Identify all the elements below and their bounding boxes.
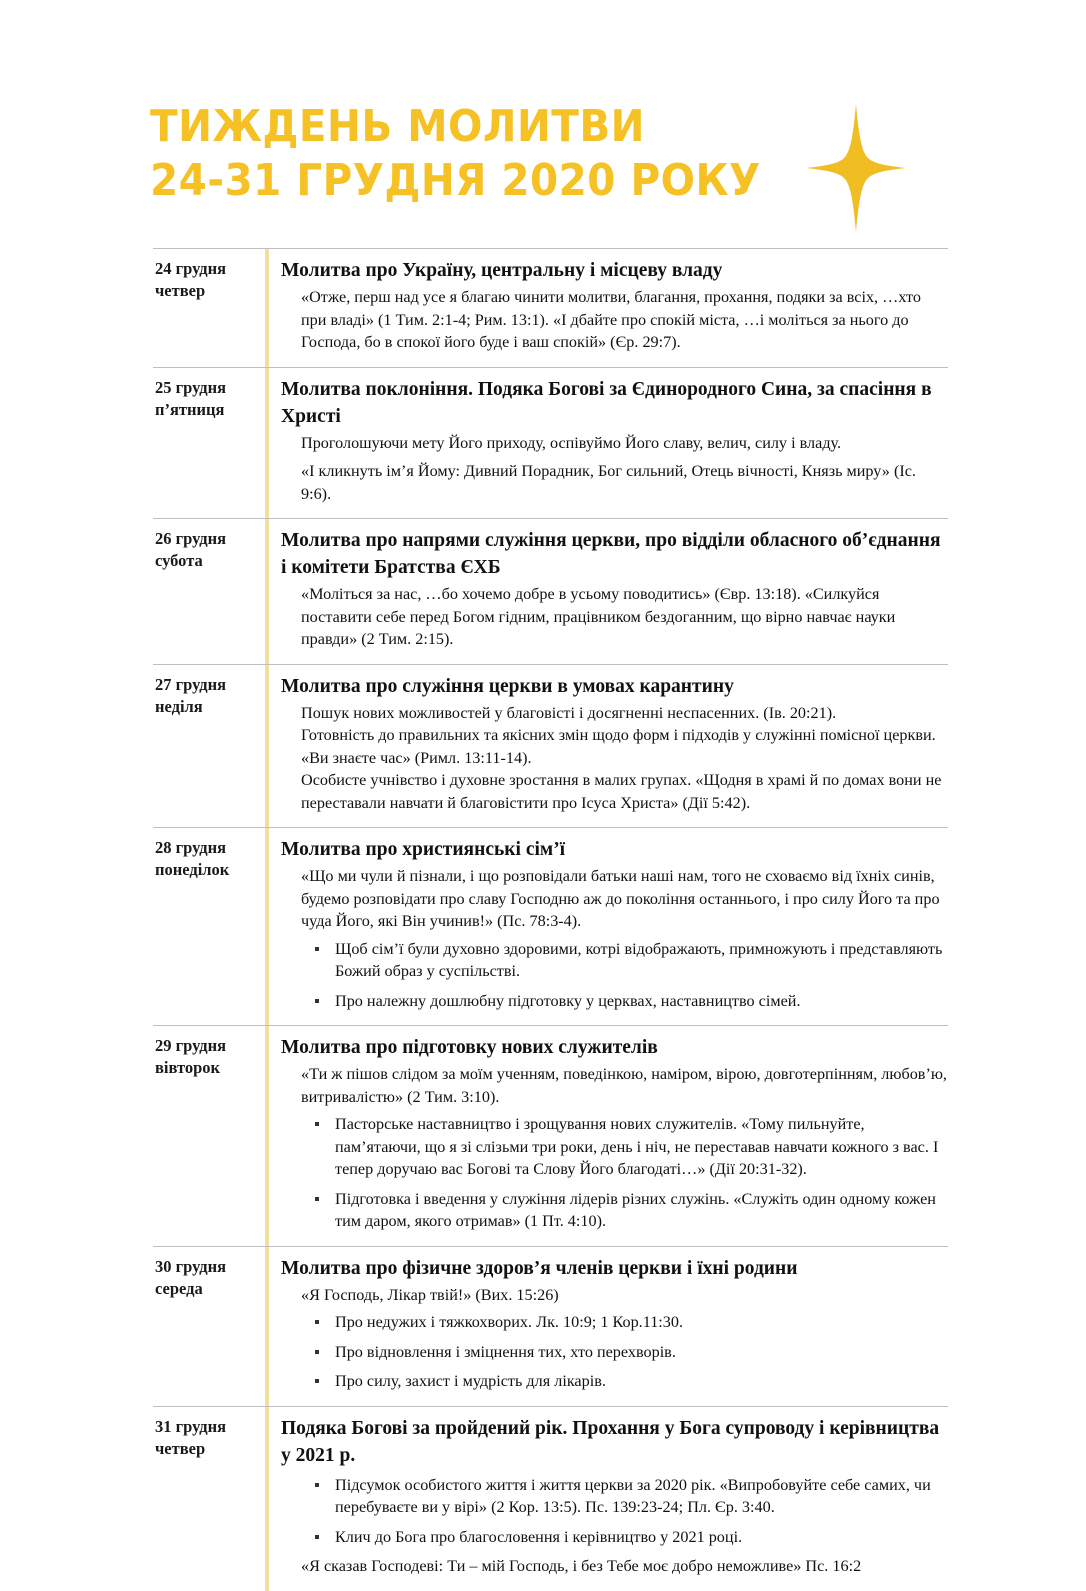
row-date-day: 30 грудня	[155, 1256, 227, 1276]
row-date-weekday: вівторок	[155, 1058, 221, 1077]
row-date-weekday: четвер	[155, 281, 206, 300]
row-paragraph: Готовність до правильних та якісних змін щодо форм і підходів у служінні помісної церкви. «Ви знаєте час» (Римл. 13:11-14).	[301, 726, 936, 767]
four-pointed-star-icon	[806, 104, 906, 232]
row-paragraph: «Я Господь, Лікар твій!» (Вих. 15:26)	[301, 1285, 559, 1304]
row-content-cell	[269, 368, 948, 519]
row-date-day: 31 грудня	[155, 1416, 227, 1436]
row-date-cell	[153, 368, 265, 519]
title-line-1: ТИЖДЕНЬ МОЛИТВИ	[150, 101, 646, 152]
list-item: Клич до Бога про благословення і керівництво у 2021 році.	[313, 1526, 948, 1549]
row-date-day: 28 грудня	[155, 838, 227, 857]
row-date-weekday: четвер	[155, 1438, 206, 1458]
row-content-cell	[269, 1026, 948, 1246]
row-date-cell	[153, 519, 265, 664]
list-item: Про силу, захист і мудрість для лікарів.	[313, 1370, 948, 1393]
row-bullet-list	[281, 1311, 948, 1393]
row-closing-note: «Я сказав Господеві: Ти – мій Господь, і без Тебе моє добро неможливе» Пс. 16:2	[301, 1557, 862, 1575]
list-item: Пасторське наставництво і зрощування нових служителів. «Тому пильнуйте, пам’ятаючи, що я зі слізьми три роки, день і ніч, не переставав навчати кожного з вас. І тепер доручаю вас Богові та Слову Його благодаті…» (Дії 20:31-32).	[313, 1113, 948, 1181]
row-heading: Подяка Богові за пройдений рік. Прохання у Бога супроводу і керівництва у 2021 р.	[281, 1417, 940, 1466]
row-date-day: 27 грудня	[155, 674, 227, 694]
row-date-day: 26 грудня	[155, 529, 227, 548]
row-date-cell	[153, 249, 265, 367]
row-date-cell	[153, 1247, 265, 1406]
row-content-cell	[269, 828, 948, 1025]
row-paragraph: «Ти ж пішов слідом за моїм ученням, поведінкою, наміром, вірою, довготерпінням, любов’ю, витривалістю» (2 Тим. 3:10).	[301, 1065, 947, 1106]
row-heading: Молитва поклоніння. Подяка Богові за Єдинородного Сина, за спасіння в Христі	[281, 378, 932, 427]
row-paragraph: «Моліться за нас, …бо хочемо добре в усьому поводитись» (Євр. 13:18). «Силкуйся поставити себе перед Богом гідним, працівником бездоганним, що вірно навчає науки правди» (2 Тим. 2:15).	[301, 585, 896, 648]
title-line-2: 24-31 ГРУДНЯ 2020 РОКУ	[150, 155, 761, 206]
row-date-day: 25 грудня	[155, 377, 227, 397]
row-paragraph: Проголошуючи мету Його приходу, оспівуймо Його славу, велич, силу і владу.	[301, 433, 842, 452]
prayer-week-schedule-table	[153, 248, 948, 1591]
list-item: Підсумок особистого життя і життя церкви за 2020 рік. «Випробовуйте себе самих, чи перебуваєте ви у вірі» (2 Кор. 13:5). Пс. 139:23-24; Пл. Єр. 3:40.	[313, 1474, 948, 1519]
list-item: Про належну дошлюбну підготовку у церквах, наставництво сімей.	[313, 990, 948, 1013]
row-heading: Молитва про християнські сім’ї	[281, 839, 566, 860]
list-item: Щоб сім’ї були духовно здоровими, котрі відображають, примножують і представляють Божий образ у суспільстві.	[313, 938, 948, 983]
list-item: Про відновлення і зміцнення тих, хто перехворів.	[313, 1341, 948, 1364]
table-row	[153, 1246, 948, 1406]
row-content-cell	[269, 1247, 948, 1406]
row-heading: Молитва про служіння церкви в умовах карантину	[281, 675, 734, 697]
row-content-cell	[269, 519, 948, 664]
table-row	[153, 827, 948, 1025]
table-row	[153, 1406, 948, 1591]
row-date-weekday: п’ятниця	[155, 399, 225, 419]
table-row	[153, 367, 948, 519]
row-date-cell	[153, 665, 265, 828]
row-bullet-list	[281, 1474, 948, 1549]
list-item: Про недужих і тяжкохворих. Лк. 10:9; 1 Кор.11:30.	[313, 1311, 948, 1334]
table-row	[153, 518, 948, 664]
row-date-weekday: субота	[155, 551, 203, 570]
row-date-cell	[153, 1026, 265, 1246]
row-heading: Молитва про Україну, центральну і місцеву владу	[281, 260, 723, 281]
row-heading: Молитва про фізичне здоров’я членів церкви і їхні родини	[281, 1257, 798, 1279]
row-paragraph: Пошук нових можливостей у благовісті і досягненні неспасенних. (Ів. 20:21).	[301, 703, 837, 722]
list-item: Підготовка і введення у служіння лідерів різних служінь. «Служіть один одному кожен тим даром, якого отримав» (1 Пт. 4:10).	[313, 1188, 948, 1233]
row-bullet-list	[281, 938, 948, 1013]
row-date-weekday: понеділок	[155, 860, 230, 879]
row-bullet-list	[281, 1113, 948, 1233]
row-content-cell	[269, 249, 948, 367]
row-date-day: 29 грудня	[155, 1036, 227, 1055]
table-row	[153, 664, 948, 828]
row-content-cell	[269, 665, 948, 828]
row-date-cell	[153, 828, 265, 1025]
row-heading: Молитва про підготовку нових служителів	[281, 1037, 658, 1058]
row-heading: Молитва про напрями служіння церкви, про відділи обласного об’єднання і комітети Братства ЄХБ	[281, 530, 941, 578]
table-row	[153, 1025, 948, 1246]
row-paragraph: «Отже, перш над усе я благаю чинити молитви, благання, прохання, подяки за всіх, …хто при владі» (1 Тим. 2:1-4; Рим. 13:1). «І дбайте про спокій міста, …і моліться за нього до Господа, бо в спокої його буде і ваш спокій» (Єр. 29:7).	[301, 288, 921, 351]
row-date-weekday: неділя	[155, 696, 203, 716]
row-date-weekday: середа	[155, 1278, 203, 1298]
table-row	[153, 248, 948, 367]
row-paragraph: Особисте учнівство і духовне зростання в малих групах. «Щодня в храмі й по домах вони не переставали навчати й благовістити про Ісуса Христа» (Дії 5:42).	[301, 771, 942, 812]
row-date-day: 24 грудня	[155, 259, 227, 278]
row-date-cell	[153, 1407, 265, 1591]
page-title	[150, 100, 886, 208]
row-content-cell	[269, 1407, 948, 1591]
row-paragraph: «Що ми чули й пізнали, і що розповідали батьки наші нам, того не сховаємо від їхніх синів, будемо розповідати про славу Господню аж до покоління останнього, і про силу Його та про чуда Його, які Він учинив!» (Пс. 78:3-4).	[301, 867, 940, 930]
row-paragraph: «І кликнуть ім’я Йому: Дивний Порадник, Бог сильний, Отець вічності, Князь миру» (Іс. 9:6).	[301, 462, 916, 503]
